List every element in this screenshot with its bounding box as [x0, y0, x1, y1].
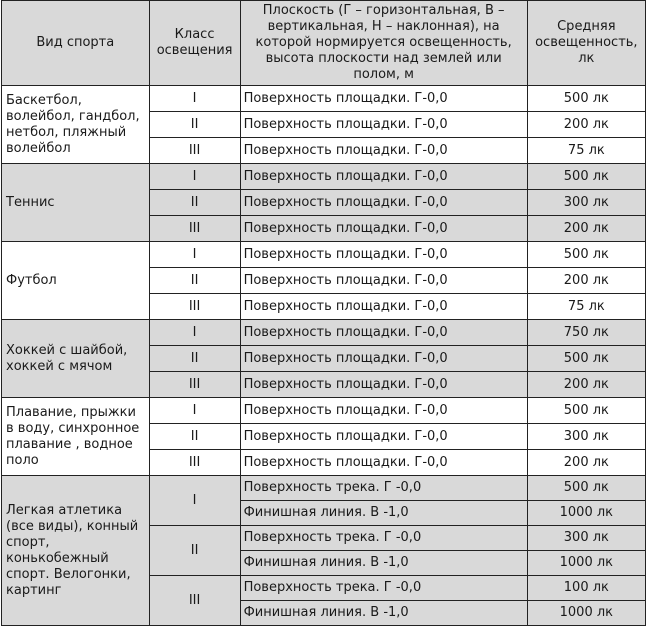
plane-cell: Поверхность площадки. Г-0,0	[240, 216, 527, 242]
class-cell: I	[149, 164, 240, 190]
class-cell: II	[149, 190, 240, 216]
value-cell: 750 лк	[527, 320, 645, 346]
class-cell: III	[149, 576, 240, 626]
plane-cell: Поверхность площадки. Г-0,0	[240, 268, 527, 294]
value-cell: 200 лк	[527, 216, 645, 242]
plane-cell: Поверхность трека. Г -0,0	[240, 526, 527, 551]
class-cell: III	[149, 450, 240, 476]
table-row	[2, 320, 646, 346]
class-cell: I	[149, 86, 240, 112]
plane-cell: Поверхность площадки. Г-0,0	[240, 138, 527, 164]
sport-cell: Плавание, прыжки в воду, синхронное плавание , водное поло	[2, 398, 150, 476]
table-row	[2, 476, 646, 501]
table-row	[2, 164, 646, 190]
class-cell: II	[149, 526, 240, 576]
plane-cell: Поверхность площадки. Г-0,0	[240, 450, 527, 476]
plane-cell: Финишная линия. В -1,0	[240, 601, 527, 626]
header-avg: Средняя освещенность, лк	[527, 1, 645, 86]
value-cell: 500 лк	[527, 346, 645, 372]
value-cell: 200 лк	[527, 268, 645, 294]
class-cell: I	[149, 398, 240, 424]
illuminance-table	[1, 0, 646, 626]
value-cell: 100 лк	[527, 576, 645, 601]
value-cell: 1000 лк	[527, 501, 645, 526]
plane-cell: Поверхность площадки. Г-0,0	[240, 164, 527, 190]
plane-cell: Финишная линия. В -1,0	[240, 551, 527, 576]
class-cell: III	[149, 372, 240, 398]
class-cell: III	[149, 216, 240, 242]
plane-cell: Поверхность площадки. Г-0,0	[240, 86, 527, 112]
table-row	[2, 86, 646, 112]
value-cell: 75 лк	[527, 138, 645, 164]
value-cell: 300 лк	[527, 424, 645, 450]
class-cell: I	[149, 320, 240, 346]
header-sport: Вид спорта	[2, 1, 150, 86]
value-cell: 300 лк	[527, 526, 645, 551]
value-cell: 500 лк	[527, 164, 645, 190]
value-cell: 500 лк	[527, 476, 645, 501]
plane-cell: Поверхность площадки. Г-0,0	[240, 190, 527, 216]
sport-cell: Футбол	[2, 242, 150, 320]
class-cell: I	[149, 476, 240, 526]
class-cell: III	[149, 294, 240, 320]
plane-cell: Поверхность площадки. Г-0,0	[240, 372, 527, 398]
value-cell: 75 лк	[527, 294, 645, 320]
value-cell: 200 лк	[527, 112, 645, 138]
plane-cell: Поверхность площадки. Г-0,0	[240, 112, 527, 138]
class-cell: III	[149, 138, 240, 164]
plane-cell: Поверхность площадки. Г-0,0	[240, 398, 527, 424]
plane-cell: Поверхность площадки. Г-0,0	[240, 294, 527, 320]
value-cell: 500 лк	[527, 242, 645, 268]
sport-cell: Хоккей с шайбой, хоккей с мячом	[2, 320, 150, 398]
plane-cell: Поверхность площадки. Г-0,0	[240, 242, 527, 268]
plane-cell: Поверхность трека. Г -0,0	[240, 576, 527, 601]
value-cell: 500 лк	[527, 398, 645, 424]
plane-cell: Поверхность площадки. Г-0,0	[240, 424, 527, 450]
value-cell: 300 лк	[527, 190, 645, 216]
sport-cell: Баскетбол, волейбол, гандбол, нетбол, пляжный волейбол	[2, 86, 150, 164]
plane-cell: Финишная линия. В -1,0	[240, 501, 527, 526]
class-cell: II	[149, 268, 240, 294]
sport-cell: Легкая атлетика (все виды), конный спорт, конькобежный спорт. Велогонки, картинг	[2, 476, 150, 626]
table-row	[2, 398, 646, 424]
plane-cell: Поверхность трека. Г -0,0	[240, 476, 527, 501]
class-cell: II	[149, 424, 240, 450]
value-cell: 200 лк	[527, 450, 645, 476]
plane-cell: Поверхность площадки. Г-0,0	[240, 320, 527, 346]
value-cell: 1000 лк	[527, 551, 645, 576]
sport-cell: Теннис	[2, 164, 150, 242]
value-cell: 1000 лк	[527, 601, 645, 626]
class-cell: II	[149, 346, 240, 372]
header-class: Класс освещения	[149, 1, 240, 86]
class-cell: II	[149, 112, 240, 138]
value-cell: 500 лк	[527, 86, 645, 112]
plane-cell: Поверхность площадки. Г-0,0	[240, 346, 527, 372]
header-row	[2, 1, 646, 86]
table-row	[2, 242, 646, 268]
class-cell: I	[149, 242, 240, 268]
header-plane: Плоскость (Г – горизонтальная, В – вертикальная, Н – наклонная), на которой нормируется освещенность, высота плоскости над землей или полом, м	[240, 1, 527, 86]
value-cell: 200 лк	[527, 372, 645, 398]
